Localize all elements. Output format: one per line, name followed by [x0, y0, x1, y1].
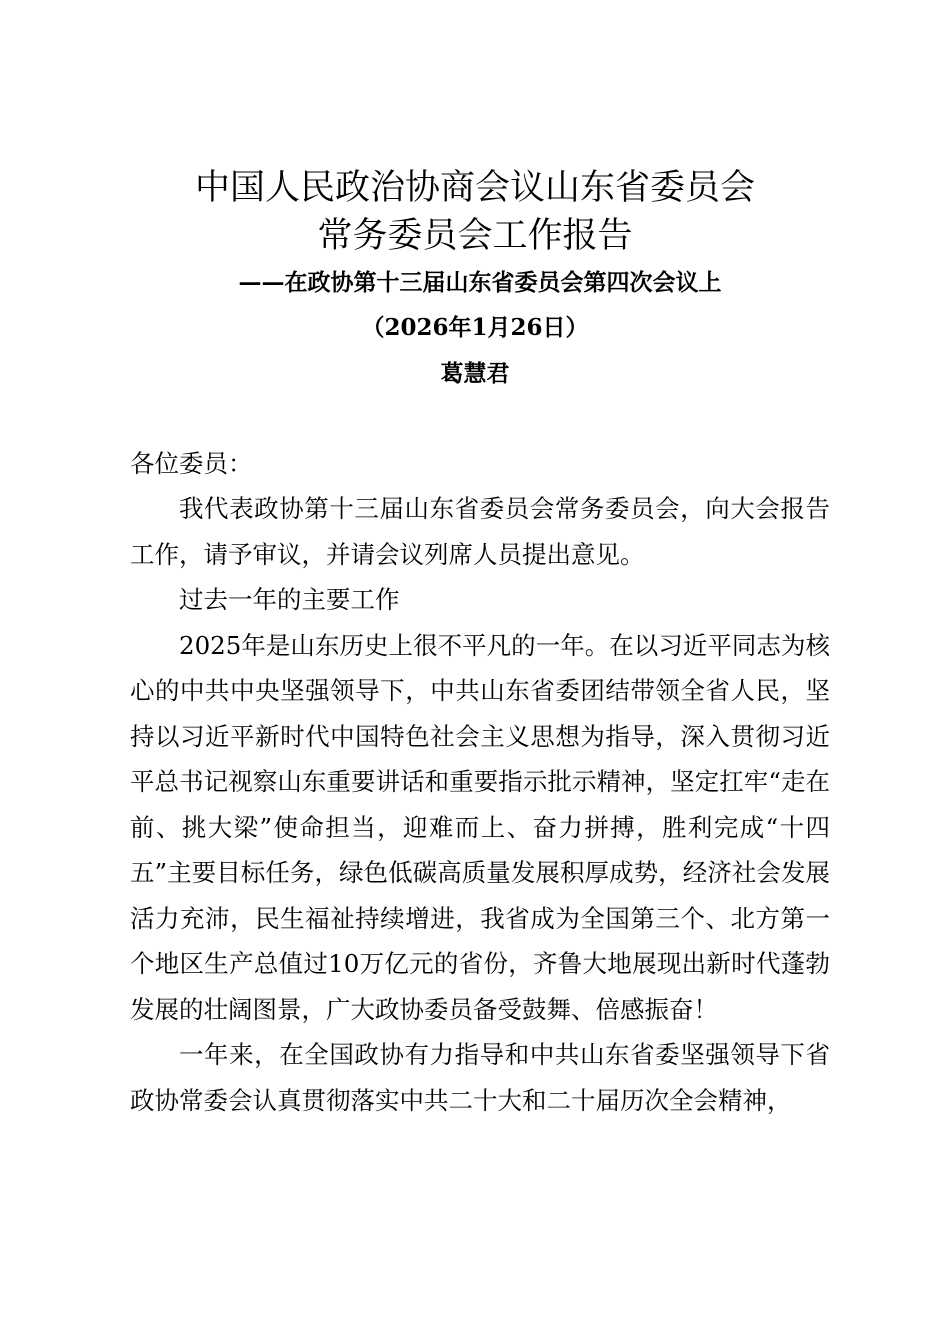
report-body — [130, 486, 830, 1123]
paragraph-2025: 2025年是山东历史上很不平凡的一年。在以习近平同志为核心的中共中央坚强领导下，中共山东省委团结带领全省人民，坚持以习近平新时代中国特色社会主义思想为指导，深入贯彻习近平总书记视察山东重要讲话和重要指示批示精神，坚定扛牢“走在前、挑大梁”使命担当，迎难而上、奋力拼搏，胜利完成“十四五”主要目标任务，绿色低碳高质量发展积厚成势，经济社会发展活力充沛，民生福祉持续增进，我省成为全国第三个、北方第一个地区生产总值过10万亿元的省份，齐鲁大地展现出新时代蓬勃发展的壮阔图景，广大政协委员备受鼓舞、倍感振奋！ — [130, 630, 830, 1024]
report-date: （2026年1月26日） — [361, 314, 589, 341]
report-title-line-2: 常务委员会工作报告 — [317, 216, 633, 256]
paragraph-intro: 我代表政协第十三届山东省委员会常务委员会，向大会报告工作，请予审议，并请会议列席人员提出意见。 — [130, 494, 830, 569]
salutation: 各位委员： — [130, 449, 253, 478]
report-title-line-1: 中国人民政治协商会议山东省委员会 — [194, 168, 755, 208]
report-subtitle: ——在政协第十三届山东省委员会第四次会议上 — [238, 269, 722, 296]
paragraph-year-review: 一年来，在全国政协有力指导和中共山东省委坚强领导下省政协常委会认真贯彻落实中共二十大和二十届历次全会精神， — [130, 1040, 830, 1115]
section-heading: 过去一年的主要工作 — [179, 585, 400, 614]
report-author: 葛慧君 — [440, 360, 510, 387]
